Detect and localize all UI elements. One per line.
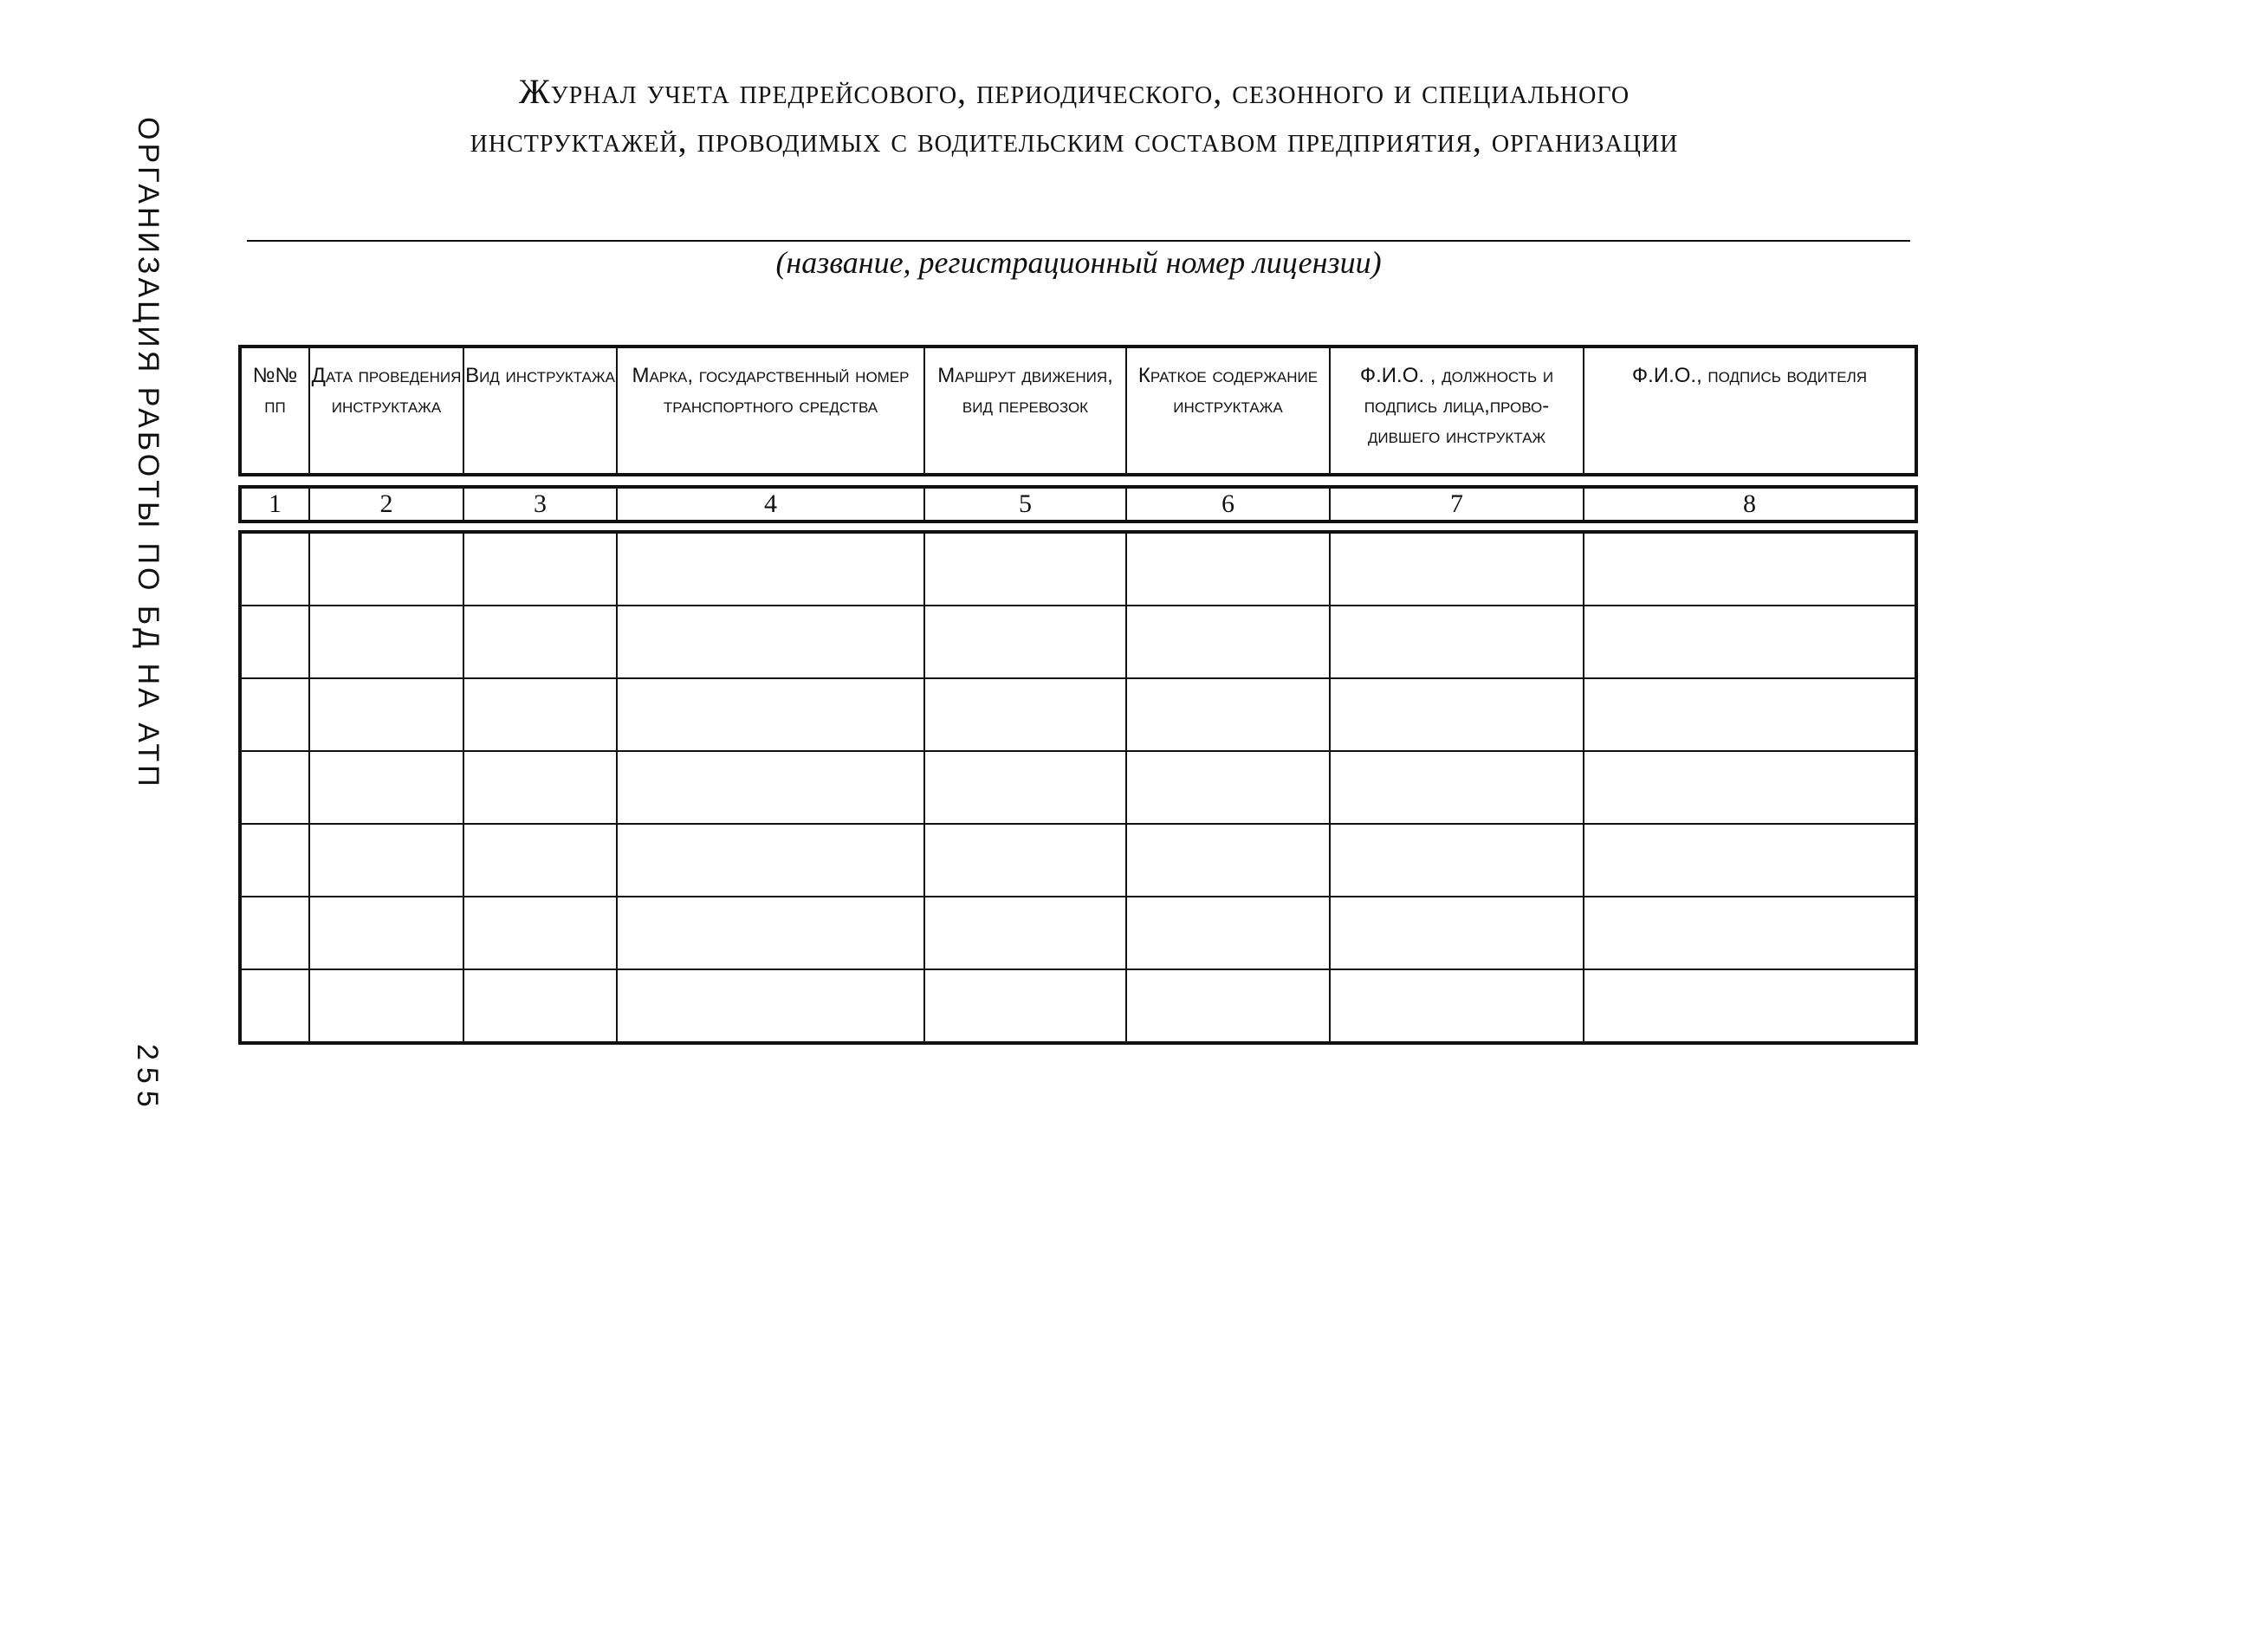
table-cell (924, 751, 1126, 824)
table-cell (240, 897, 309, 969)
table-row (240, 897, 1916, 969)
table-cell (1330, 606, 1584, 678)
table-cell (924, 532, 1126, 606)
table-cell (1330, 751, 1584, 824)
table-cell (1330, 532, 1584, 606)
table-cell (617, 824, 924, 897)
table-cell (463, 606, 617, 678)
table-cell (309, 678, 463, 751)
table-cell (1126, 678, 1330, 751)
side-section-title: ОРГАНИЗАЦИЯ РАБОТЫ ПО БД НА АТП (132, 117, 165, 790)
table-cell (309, 751, 463, 824)
table-cell (463, 969, 617, 1043)
table-cell (617, 969, 924, 1043)
header-cell-summary: Краткое содержание инструктажа (1126, 347, 1330, 475)
column-number-cell: 2 (309, 487, 463, 522)
column-number-cell: 7 (1330, 487, 1584, 522)
table-cell (240, 606, 309, 678)
table-cell (309, 532, 463, 606)
table-cell (1584, 751, 1916, 824)
table-cell (240, 532, 309, 606)
journal-table (238, 345, 1918, 1045)
table-cell (309, 897, 463, 969)
table-cell (463, 678, 617, 751)
table-cell (463, 532, 617, 606)
table-cell (617, 532, 924, 606)
table-cell (1126, 897, 1330, 969)
table-row (240, 969, 1916, 1043)
table-cell (617, 678, 924, 751)
table-row (240, 532, 1916, 606)
document-title-line-1: Журнал учета предрейсового, периодического, сезонного и специального (518, 72, 1630, 111)
table-cell (924, 897, 1126, 969)
column-number-cell: 5 (924, 487, 1126, 522)
table-cell (1584, 532, 1916, 606)
table-cell (240, 751, 309, 824)
table-cell (463, 751, 617, 824)
table-cell (240, 969, 309, 1043)
table-cell (309, 606, 463, 678)
table-cell (924, 824, 1126, 897)
table-cell (309, 969, 463, 1043)
table-cell (1126, 606, 1330, 678)
table-cell (1330, 897, 1584, 969)
document-title-line-2: инструктажей, проводимых с водительским составом предприятия, организации (470, 120, 1679, 159)
organization-name-line (247, 240, 1910, 242)
table-cell (1330, 969, 1584, 1043)
table-row (240, 678, 1916, 751)
organization-name-caption: (название, регистрационный номер лицензии) (775, 245, 1382, 280)
table-row (240, 751, 1916, 824)
table-cell (1584, 897, 1916, 969)
column-number-cell: 3 (463, 487, 617, 522)
table-cell (240, 824, 309, 897)
document-title (243, 68, 1906, 165)
table-row (240, 824, 1916, 897)
table-cell (1126, 751, 1330, 824)
table-cell (1584, 606, 1916, 678)
table-row (240, 606, 1916, 678)
entry-rows (240, 532, 1916, 1043)
table-cell (617, 897, 924, 969)
table-cell (463, 824, 617, 897)
header-cell-route: Маршрут движения, вид перевозок (924, 347, 1126, 475)
table-cell (1330, 824, 1584, 897)
header-cell-driver: Ф.И.О., подпись водителя (1584, 347, 1916, 475)
column-number-cell: 1 (240, 487, 309, 522)
side-running-header (130, 117, 165, 1113)
column-number-cell: 6 (1126, 487, 1330, 522)
table-cell (1126, 969, 1330, 1043)
table-cell (617, 751, 924, 824)
table-cell (309, 824, 463, 897)
header-cell-type: Вид инструктажа (463, 347, 617, 475)
table-cell (1584, 969, 1916, 1043)
table-cell (924, 606, 1126, 678)
table-cell (1126, 532, 1330, 606)
header-cell-instructor: Ф.И.О. , должность и подпись лица,прово-дившего инструктаж (1330, 347, 1584, 475)
table-cell (924, 969, 1126, 1043)
table-cell (1126, 824, 1330, 897)
table-header-row (240, 347, 1916, 475)
table-cell (1584, 678, 1916, 751)
table-cell (463, 897, 617, 969)
page-number: 255 (131, 1044, 164, 1114)
header-cell-number: №№ пп (240, 347, 309, 475)
table-cell (1584, 824, 1916, 897)
header-cell-vehicle: Марка, государственный номер транспортного средства (617, 347, 924, 475)
table-cell (924, 678, 1126, 751)
column-number-cell: 4 (617, 487, 924, 522)
table-spacer (240, 475, 1916, 487)
table-cell (617, 606, 924, 678)
table-cell (240, 678, 309, 751)
column-number-cell: 8 (1584, 487, 1916, 522)
column-number-row (240, 487, 1916, 522)
table-cell (1330, 678, 1584, 751)
table-spacer (240, 522, 1916, 532)
header-cell-date: Дата проведения инструктажа (309, 347, 463, 475)
